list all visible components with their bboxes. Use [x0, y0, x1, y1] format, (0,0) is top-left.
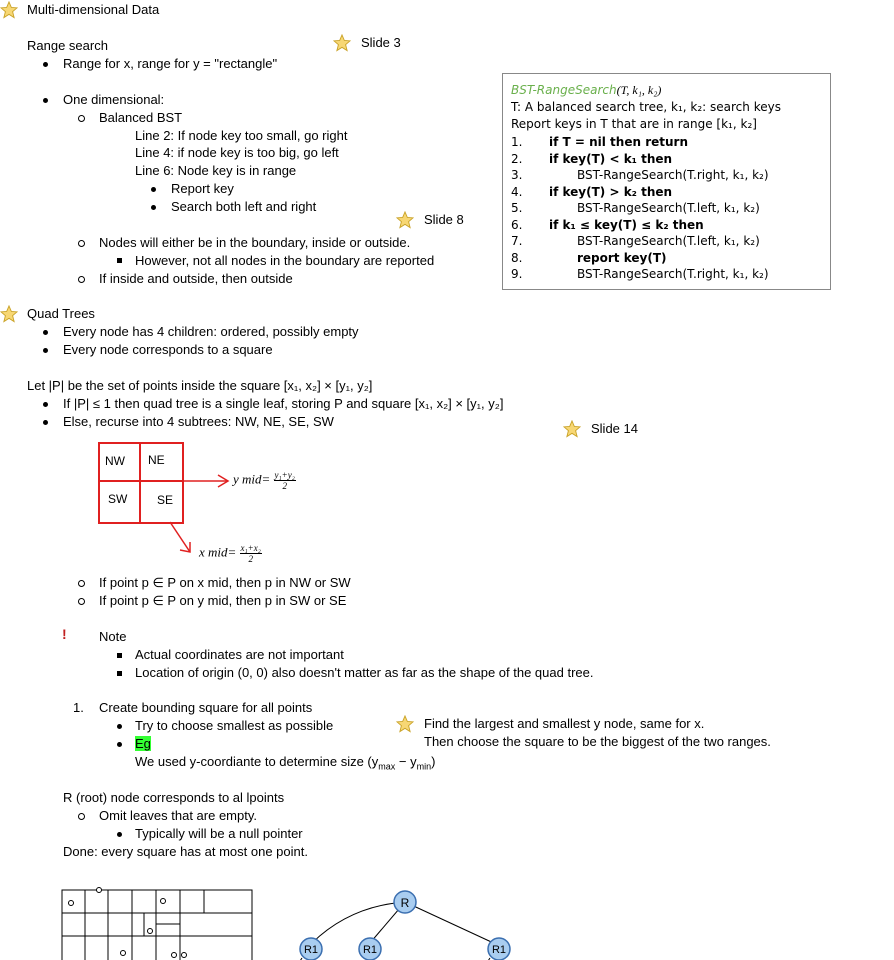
star-icon	[0, 305, 18, 323]
algo-line-text: report key(T)	[577, 250, 667, 265]
slide-14-label: Slide 14	[591, 421, 638, 436]
bullet	[78, 813, 85, 820]
step-1: Create bounding square for all points	[99, 700, 313, 715]
star-icon	[333, 34, 351, 52]
bullet	[151, 187, 156, 192]
algo-line-number: 2.	[511, 151, 523, 166]
ymid-den: 2	[282, 481, 287, 491]
if-point-x: If point p ∈ P on x mid, then p in NW or SW	[99, 575, 351, 590]
bullet	[43, 98, 48, 103]
bullet	[43, 348, 48, 353]
bullet	[117, 724, 122, 729]
bullet	[78, 276, 85, 283]
quad-bullet-1: Every node has 4 children: ordered, possibly empty	[63, 324, 359, 339]
bullet	[78, 598, 85, 605]
quad-heading: Quad Trees	[27, 306, 95, 321]
typically-null: Typically will be a null pointer	[135, 826, 303, 841]
bullet	[43, 402, 48, 407]
if-inside: If inside and outside, then outside	[99, 271, 293, 286]
algo-line-number: 4.	[511, 184, 523, 199]
search-both: Search both left and right	[171, 199, 317, 214]
bullet	[78, 240, 85, 247]
ymid-num: y₁+y₂	[274, 470, 295, 480]
root-corresponds: R (root) node corresponds to al lpoints	[63, 790, 285, 805]
algo-line-number: 8.	[511, 250, 523, 265]
cell-se: SE	[157, 493, 174, 507]
algo-line-number: 3.	[511, 168, 523, 182]
bullet	[117, 258, 122, 263]
let-p: Let |P| be the set of points inside the square [x₁, x₂] × [y₁, y₂]	[27, 378, 373, 393]
star-icon	[563, 420, 581, 438]
if-leaf: If |P| ≤ 1 then quad tree is a single leaf, storing P and square [x₁, x₂] × [y₁, y₂]	[63, 396, 504, 411]
xmid-label: x mid=	[199, 544, 237, 560]
bullet	[151, 205, 156, 210]
algorithm-box	[502, 73, 831, 290]
line-6-note: Line 6: Node key is in range	[135, 163, 297, 178]
star-icon	[396, 211, 414, 229]
however-note: However, not all nodes in the boundary are reported	[135, 253, 435, 268]
algo-line-text: if key(T) < k₁ then	[549, 151, 673, 166]
quadtree-tree-figure	[290, 886, 530, 960]
range-bullet-1: Range for x, range for y = "rectangle"	[63, 56, 278, 71]
algo-line-text: if key(T) > k₂ then	[549, 184, 673, 199]
algo-args: (T, k₁, k₂)	[616, 83, 662, 97]
if-point-y: If point p ∈ P on y mid, then p in SW or SE	[99, 593, 347, 608]
algo-line-number: 6.	[511, 217, 523, 232]
step-1-number: 1.	[73, 700, 84, 715]
star-icon	[396, 715, 414, 733]
try-smallest: Try to choose smallest as possible	[135, 718, 334, 733]
bullet	[117, 653, 122, 658]
algo-title: BST-RangeSearch	[511, 83, 617, 97]
cell-nw: NW	[105, 454, 125, 468]
used-min: min	[416, 761, 432, 772]
balanced-bst: Balanced BST	[99, 110, 183, 125]
slide-8-label: Slide 8	[424, 212, 464, 227]
algo-line-number: 5.	[511, 201, 523, 215]
tree-child-label: R1	[362, 944, 378, 956]
algo-line-text: BST-RangeSearch(T.right, k₁, k₂)	[577, 267, 769, 281]
bullet	[43, 420, 48, 425]
find-largest: Find the largest and smallest y node, same for x.	[424, 716, 705, 731]
algo-line-text: BST-RangeSearch(T.left, k₁, k₂)	[577, 201, 760, 215]
algo-line-text: if k₁ ≤ key(T) ≤ k₂ then	[549, 217, 704, 232]
note-2: Location of origin (0, 0) also doesn't matter as far as the shape of the quad tree.	[135, 665, 594, 680]
quad-bullet-2: Every node corresponds to a square	[63, 342, 273, 357]
algo-line-text: BST-RangeSearch(T.right, k₁, k₂)	[577, 168, 769, 182]
used-max: max	[378, 761, 396, 772]
omit-leaves: Omit leaves that are empty.	[99, 808, 257, 823]
eg-label: Eg	[135, 736, 151, 751]
cell-sw: SW	[108, 492, 128, 506]
algo-line-text: BST-RangeSearch(T.left, k₁, k₂)	[577, 234, 760, 248]
done-note: Done: every square has at most one point.	[63, 844, 308, 859]
ymid-fraction	[274, 470, 296, 491]
xmid-den: 2	[248, 554, 253, 564]
important-icon: !	[62, 626, 67, 642]
bullet	[117, 671, 122, 676]
report-key: Report key	[171, 181, 234, 196]
algo-line-number: 1.	[511, 135, 523, 149]
bullet	[78, 580, 85, 587]
nodes-either: Nodes will either be in the boundary, inside or outside.	[99, 235, 411, 250]
algo-input: T: A balanced search tree, k₁, k₂: search keys	[511, 100, 781, 114]
note-1: Actual coordinates are not important	[135, 647, 344, 662]
ymid-label: y mid=	[233, 471, 271, 487]
used-mid: − y	[395, 754, 417, 769]
slide-3-label: Slide 3	[361, 35, 401, 50]
quadtree-grid-figure	[60, 886, 260, 960]
range-bullet-2: One dimensional:	[63, 92, 165, 107]
bullet	[43, 62, 48, 67]
xmid-num: x₁+x₂	[240, 543, 261, 553]
bullet	[117, 742, 122, 747]
xmid-fraction	[240, 543, 262, 564]
bullet	[78, 115, 85, 122]
bullet	[117, 832, 122, 837]
used-end: )	[431, 754, 436, 769]
page-title: Multi-dimensional Data	[27, 2, 160, 17]
tree-child-label: R1	[491, 944, 507, 956]
cell-ne: NE	[148, 453, 165, 467]
algo-report: Report keys in T that are in range [k₁, k₂]	[511, 117, 757, 131]
used-y: We used y-coordiante to determine size (y	[135, 754, 379, 769]
line-4-note: Line 4: if node key is too big, go left	[135, 145, 339, 160]
bullet	[43, 330, 48, 335]
star-icon	[0, 1, 18, 19]
tree-child-label: R1	[303, 944, 319, 956]
range-search-heading: Range search	[27, 38, 108, 53]
line-2-note: Line 2: If node key too small, go right	[135, 128, 348, 143]
algo-line-text: if T = nil then return	[549, 135, 688, 149]
algo-line-number: 9.	[511, 267, 523, 281]
note-heading: Note	[99, 629, 127, 644]
choose-square: Then choose the square to be the biggest of the two ranges.	[424, 734, 771, 749]
tree-root-label: R	[400, 896, 410, 910]
algo-line-number: 7.	[511, 234, 523, 248]
else-recurse: Else, recurse into 4 subtrees: NW, NE, SE, SW	[63, 414, 334, 429]
